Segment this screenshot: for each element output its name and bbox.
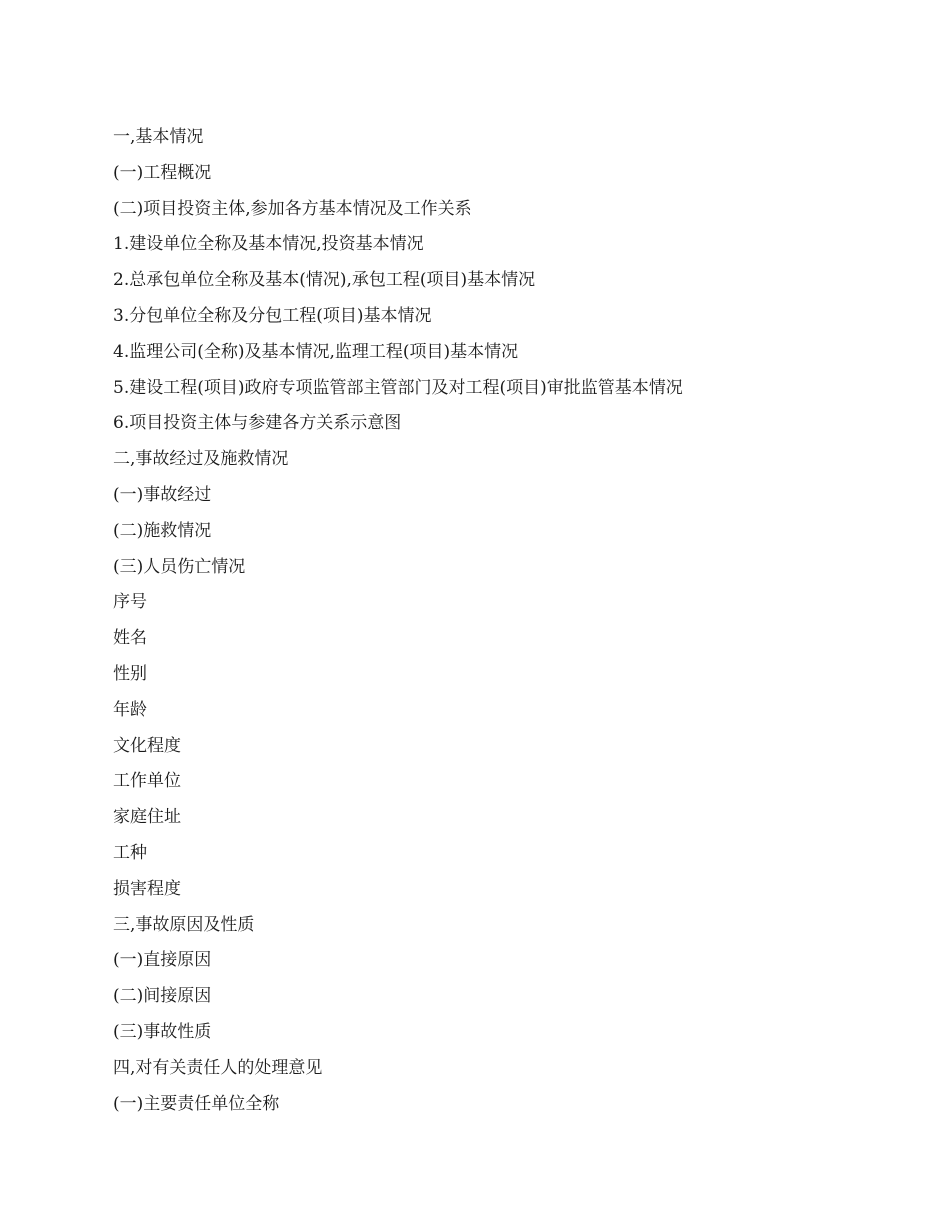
subsection-heading: (三)人员伤亡情况 xyxy=(113,556,246,577)
field-label: 文化程度 xyxy=(113,735,181,756)
section-heading: 二,事故经过及施救情况 xyxy=(113,449,289,470)
field-label: 序号 xyxy=(113,592,147,613)
subsection-heading: (一)主要责任单位全称 xyxy=(113,1093,280,1114)
subsection-heading: (一)直接原因 xyxy=(113,950,212,971)
subsection-heading: (二)施救情况 xyxy=(113,520,212,541)
numbered-item: 5.建设工程(项目)政府专项监管部主管部门及对工程(项目)审批监管基本情况 xyxy=(113,377,683,398)
field-label: 工作单位 xyxy=(113,771,181,792)
section-heading: 一,基本情况 xyxy=(113,127,204,147)
numbered-item: 3.分包单位全称及分包工程(项目)基本情况 xyxy=(113,305,432,326)
subsection-heading: (一)事故经过 xyxy=(113,484,212,505)
field-label: 年龄 xyxy=(113,699,147,720)
subsection-heading: (二)项目投资主体,参加各方基本情况及工作关系 xyxy=(113,198,472,219)
numbered-item: 6.项目投资主体与参建各方关系示意图 xyxy=(113,413,402,434)
field-label: 家庭住址 xyxy=(113,807,181,828)
subsection-heading: (二)间接原因 xyxy=(113,986,212,1007)
numbered-item: 2.总承包单位全称及基本(情况),承包工程(项目)基本情况 xyxy=(113,270,536,291)
section-heading: 四,对有关责任人的处理意见 xyxy=(113,1057,323,1078)
section-heading: 三,事故原因及性质 xyxy=(113,914,255,935)
field-label: 损害程度 xyxy=(113,878,181,899)
document-body xyxy=(113,120,873,1122)
subsection-heading: (三)事故性质 xyxy=(113,1021,212,1042)
subsection-heading: (一)工程概况 xyxy=(113,162,212,183)
numbered-item: 4.监理公司(全称)及基本情况,监理工程(项目)基本情况 xyxy=(113,341,519,362)
field-label: 工种 xyxy=(113,842,147,863)
field-label: 姓名 xyxy=(113,628,147,649)
field-label: 性别 xyxy=(113,663,147,684)
numbered-item: 1.建设单位全称及基本情况,投资基本情况 xyxy=(113,234,424,255)
